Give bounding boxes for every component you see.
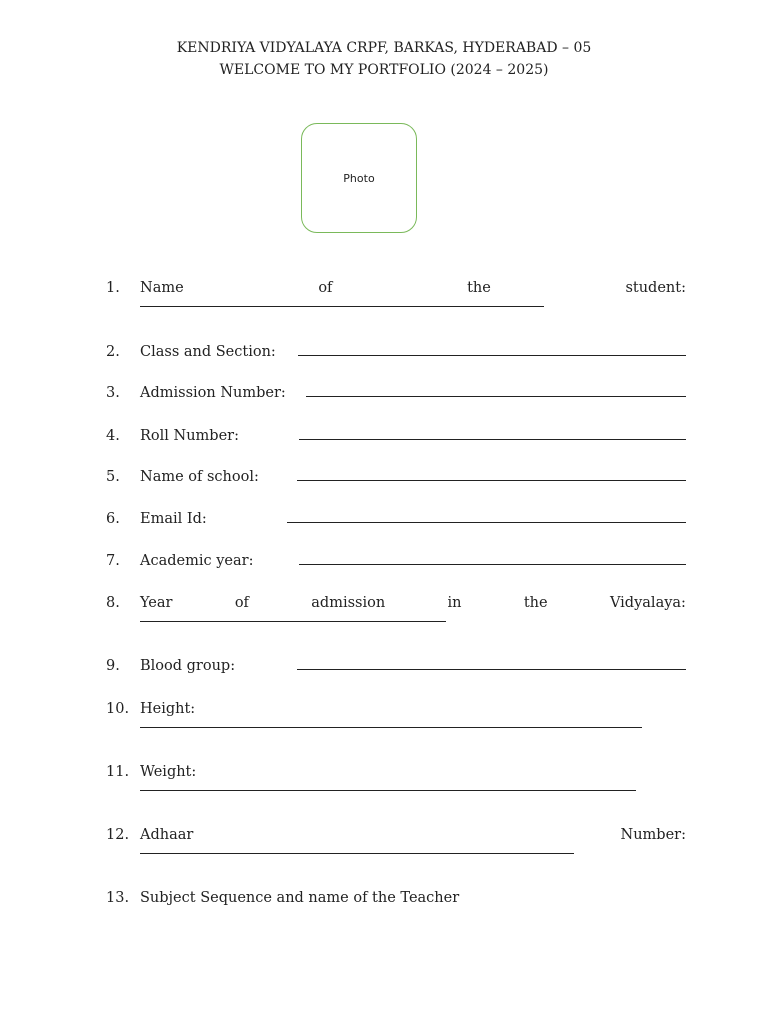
field-row bbox=[140, 655, 686, 677]
field-label: Roll Number: bbox=[140, 428, 239, 444]
field-row bbox=[140, 887, 686, 909]
year-of-admission-blank[interactable] bbox=[140, 621, 446, 622]
field-label bbox=[140, 277, 686, 299]
label-word: student: bbox=[625, 280, 686, 296]
item-number: 5. bbox=[106, 469, 120, 485]
label-word: Adhaar bbox=[140, 827, 194, 843]
item-number: 10. bbox=[106, 701, 130, 717]
admission-number-blank[interactable] bbox=[306, 384, 686, 397]
field-row bbox=[140, 698, 686, 720]
label-word: the bbox=[467, 280, 491, 296]
item-number: 6. bbox=[106, 511, 120, 527]
field-row bbox=[140, 466, 686, 488]
height-blank[interactable] bbox=[140, 727, 642, 728]
field-label bbox=[140, 824, 686, 846]
school-title: KENDRIYA VIDYALAYA CRPF, BARKAS, HYDERABAD – 05 bbox=[176, 40, 592, 56]
roll-number-blank[interactable] bbox=[299, 427, 686, 440]
label-word: the bbox=[523, 595, 548, 611]
label-word: of bbox=[234, 595, 249, 611]
item-number: 9. bbox=[106, 658, 120, 674]
student-name-blank[interactable] bbox=[140, 306, 544, 307]
item-number: 2. bbox=[106, 344, 120, 360]
field-label: Academic year: bbox=[140, 553, 254, 569]
field-label: Weight: bbox=[140, 764, 197, 780]
blood-group-blank[interactable] bbox=[297, 657, 686, 670]
field-label: Height: bbox=[140, 701, 196, 717]
class-section-blank[interactable] bbox=[298, 343, 686, 356]
field-row bbox=[140, 508, 686, 530]
adhaar-number-blank[interactable] bbox=[140, 853, 574, 854]
item-number: 13. bbox=[106, 890, 130, 906]
portfolio-title: WELCOME TO MY PORTFOLIO (2024 – 2025) bbox=[219, 62, 549, 78]
item-number: 12. bbox=[106, 827, 130, 843]
item-number: 7. bbox=[106, 553, 120, 569]
label-word: Number: bbox=[620, 827, 686, 843]
field-label: Admission Number: bbox=[140, 385, 286, 401]
label-word: Vidyalaya: bbox=[609, 595, 686, 611]
field-row bbox=[140, 382, 686, 404]
item-number: 11. bbox=[106, 764, 130, 780]
school-name-blank[interactable] bbox=[297, 468, 686, 481]
item-number: 3. bbox=[106, 385, 120, 401]
label-word: in bbox=[447, 595, 462, 611]
label-word: Year bbox=[140, 595, 173, 611]
photo-label: Photo bbox=[343, 171, 375, 185]
field-row bbox=[140, 425, 686, 447]
field-row bbox=[140, 550, 686, 572]
label-word: Name bbox=[140, 280, 184, 296]
field-label: Class and Section: bbox=[140, 344, 276, 360]
item-number: 4. bbox=[106, 428, 120, 444]
field-label: Subject Sequence and name of the Teacher bbox=[140, 890, 460, 906]
field-row bbox=[140, 761, 686, 783]
weight-blank[interactable] bbox=[140, 790, 636, 791]
field-label: Email Id: bbox=[140, 511, 207, 527]
field-label: Name of school: bbox=[140, 469, 259, 485]
academic-year-blank[interactable] bbox=[299, 552, 686, 565]
label-word: admission bbox=[311, 595, 386, 611]
item-number: 1. bbox=[106, 280, 120, 296]
photo-placeholder bbox=[301, 123, 417, 233]
email-id-blank[interactable] bbox=[287, 510, 686, 523]
label-word: of bbox=[318, 280, 333, 296]
field-label bbox=[140, 592, 686, 614]
item-number: 8. bbox=[106, 595, 120, 611]
field-row bbox=[140, 341, 686, 363]
field-label: Blood group: bbox=[140, 658, 236, 674]
